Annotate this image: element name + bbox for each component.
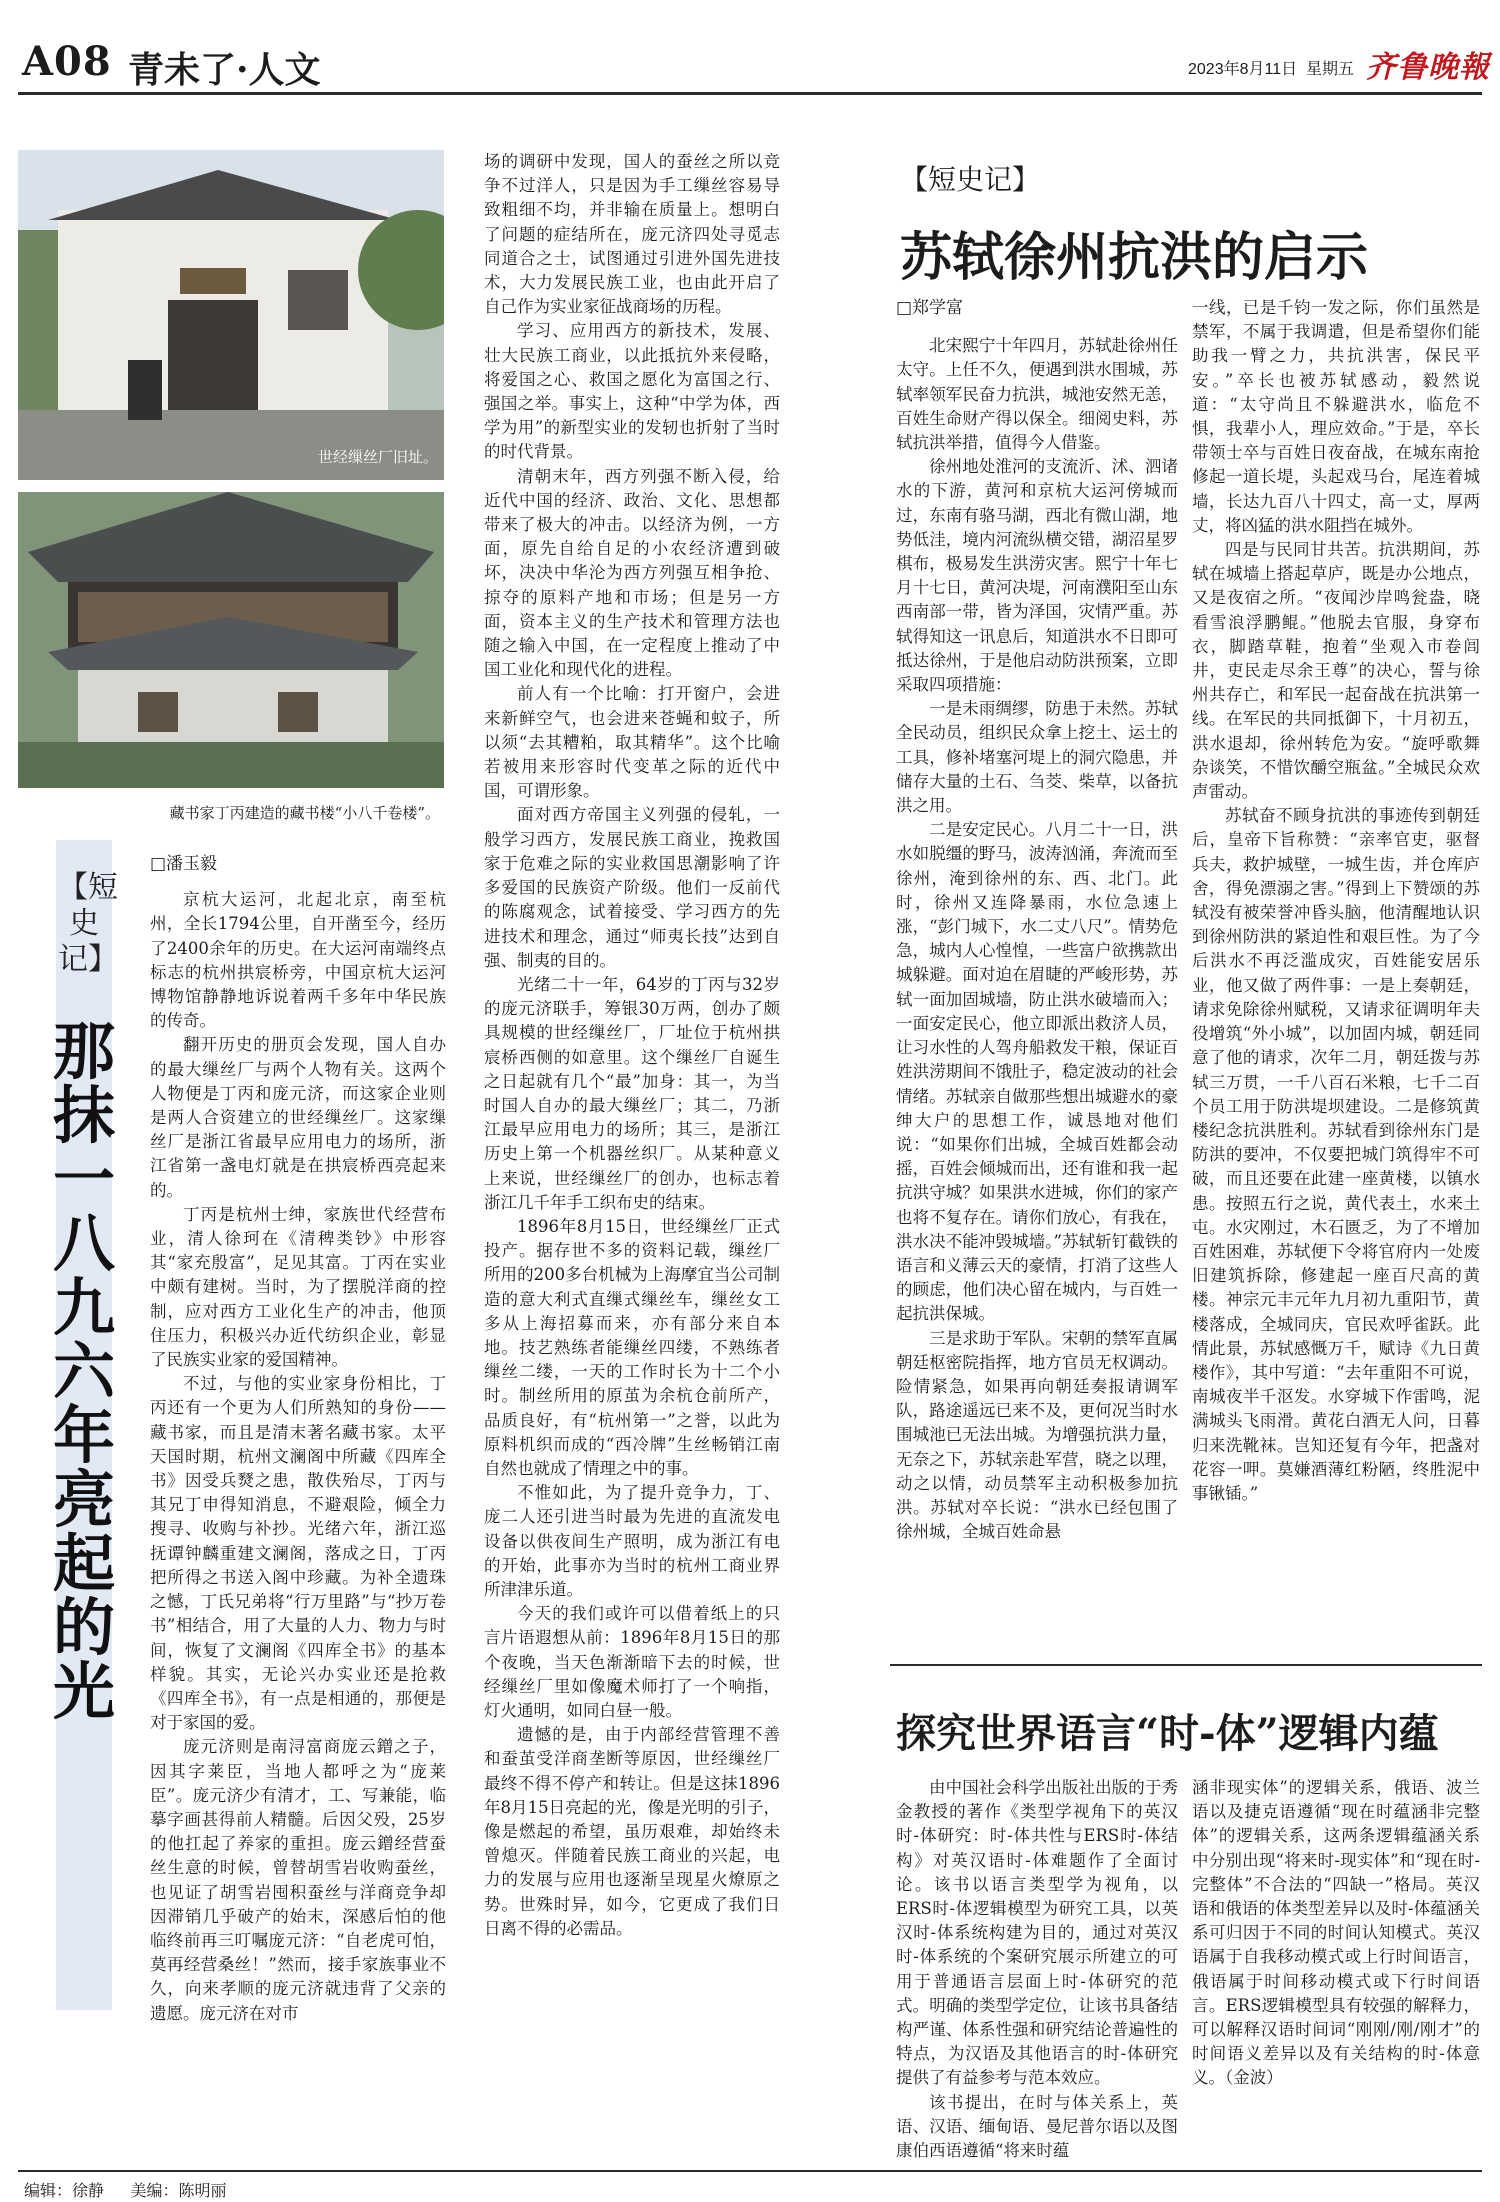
review-col1 — [896, 1776, 1178, 2164]
right-column-tag: 【短史记】 — [900, 163, 1041, 196]
paragraph: 1896年8月15日，世经缫丝厂正式投产。据存世不多的资料记载，缫丝厂所用的200多台机械为上海摩宜当公司制造的意大利式直缫式缫丝车，缫丝女工多从上海招募而来，亦有部分来自本地。技艺熟练者能缫丝四缕，不熟练者缫丝二缕，一天的工作时长为十二个小时。制丝所用的原茧为余杭仓前所产，品质良好，有“杭州第一”之誉，以此为原料机织而成的“西冷牌”生丝畅销江南自然也就成了情理之中的事。 — [484, 1216, 780, 1478]
paragraph: 庞元济则是南浔富商庞云鏳之子，因其字莱臣，当地人都呼之为“庞莱臣”。庞元济少有清才，工、写兼能，临摹字画甚得前人精髓。后因父殁，25岁的他扛起了养家的重担。庞云鏳经营蚕丝生意的时候，曾替胡雪岩收购蚕丝，也见证了胡雪岩囤积蚕丝与洋商竞争却因滞销几乎破产的始末，深感后怕的他临终前再三叮嘱庞元济：“自老虎可怕，莫再经营桑丝！”然而，接手家族事业不久，向来孝顺的庞元济就违背了父亲的遗愿。庞元济在对市 — [150, 1737, 446, 2023]
editor-credit: 编辑：徐静 — [24, 2183, 105, 2200]
paragraph: 由中国社会科学出版社出版的于秀金教授的著作《类型学视角下的英汉时-体研究：时-体共性与ERS时-体结构》对英汉语时-体难题作了全面讨论。该书以语言类型学为视角，以ERS时-体逻辑模型为研究工具，以英汉时-体系统构建为目的，通过对英汉时-体系统的个案研究展示所建立的可用于普通语言层面上时-体研究的范式。明确的类型学定位，让该书具备结构严谨、体系性强和研究结论普遍性的特点，为汉语及其他语言的时-体研究提供了有益参考与范本效应。 — [896, 1778, 1178, 2088]
right-author-byline: □郑学富 — [896, 298, 964, 318]
author-byline: □潘玉毅 — [150, 854, 218, 874]
section-name: 青未了·人文 — [128, 49, 321, 91]
footer-credits — [24, 2178, 248, 2201]
art-credit: 美编：陈明丽 — [130, 2183, 227, 2200]
issue-date: 2023年8月11日 — [1188, 61, 1298, 78]
article-separator — [890, 1664, 1482, 1666]
paragraph: 二是安定民心。八月二十一日，洪水如脱缰的野马，波涛汹涌，奔流而至徐州，淹到徐州的东、西、北门。此时，徐州又连降暴雨，水位急速上涨，“彭门城下，水二丈八尺”。情势危急，城内人心惶惶，一些富户欲携款出城躲避。面对迫在眉睫的严峻形势，苏轼一面加固城墙，防止洪水破墙而入；一面安定民心，他立即派出救济人员，让习水性的人驾舟船救发干粮，保证百姓洪涝期间不饿肚子，稳定波动的社会情绪。苏轼亲自做那些想出城避水的豪绅大户的思想工作，诚恳地对他们说：“如果你们出城，全城百姓都会动摇，百姓会倾城而出，还有谁和我一起抗洪守城？如果洪水进城，你们的家产也将不复存在。请你们放心，有我在，洪水决不能冲毁城墙。”苏轼斩钉截铁的语言和义薄云天的豪情，打消了这些人的顾虑，他们决心留在城内，与百姓一起抗洪保城。 — [896, 820, 1178, 1324]
newspaper-logo: 齐鲁晚報 — [1366, 50, 1490, 85]
paragraph: 不过，与他的实业家身份相比，丁丙还有一个更为人们所熟知的身份——藏书家，而且是清末著名藏书家。太平天国时期，杭州文澜阁中所藏《四库全书》因受兵燹之患，散佚殆尽，丁丙与其兄丁申得知消息，不避艰险，倾全力搜寻、收购与补抄。光绪六年，浙江巡抚谭钟麟重建文澜阁，落成之日，丁丙把所得之书送入阁中珍藏。为补全遗珠之憾，丁氏兄弟将“行万里路”与“抄万卷书”相结合，用了大量的人力、物力与时间，恢复了文澜阁《四库全书》的基本样貌。其实，无论兴办实业还是抢救《四库全书》，有一点是相通的，那便是对于家国的爱。 — [150, 1374, 446, 1733]
footer-rule — [18, 2170, 1482, 2172]
paragraph: 北宋熙宁十年四月，苏轼赴徐州任太守。上任不久，便遇到洪水围城，苏轼率领军民奋力抗洪，城池安然无恙，百姓生命财产得以保全。细阅史料，苏轼抗洪举措，值得今人借鉴。 — [896, 336, 1178, 453]
paragraph: 今天的我们或许可以借着纸上的只言片语遐想从前：1896年8月15日的那个夜晚，当天色渐渐暗下去的时候，世经缫丝厂里如像魔术师打了一个响指，灯火通明，如同白昼一般。 — [484, 1604, 780, 1720]
column-tag: 【短史记】 — [58, 870, 118, 977]
paragraph: 一线，已是千钧一发之际，你们虽然是禁军，不属于我调遣，但是希望你们能助我一臂之力，共抗洪害，保民平安。”卒长也被苏轼感动，毅然说道：“太守尚且不躲避洪水，临危不惧，我辈小人，理应效命。”于是，卒长带领士卒与百姓日夜奋战，在城东南抢修起一道长堤，头起戏马台，尾连着城墙，长达九百八十四丈，高一丈，厚两丈，将凶猛的洪水阻挡在城外。 — [1192, 298, 1480, 535]
review-col2 — [1192, 1776, 1480, 2164]
photo-library-building — [18, 492, 444, 788]
review-title: 探究世界语言“时-体”逻辑内蕴 — [896, 1710, 1439, 1757]
paragraph: 丁丙是杭州士绅，家族世代经营布业，清人徐珂在《清稗类钞》中形容其“家充殷富”，足见其富。丁丙在实业中颇有建树。当时，为了摆脱洋商的控制，应对西方工业化生产的冲击，他顶住压力，积极兴办近代纺织企业，彰显了民族实业家的爱国精神。 — [150, 1204, 446, 1370]
paragraph: 一是未雨绸缪，防患于未然。苏轼全民动员，组织民众拿上挖土、运土的工具，修补堵塞河堤上的洞穴隐患，并储存大量的土石、刍茭、柴草，以备抗洪之用。 — [896, 699, 1178, 816]
page-code: A08 — [22, 38, 112, 85]
paragraph: 四是与民同甘共苦。抗洪期间，苏轼在城墙上搭起草庐，既是办公地点，又是夜宿之所。“夜闻沙岸鸣瓮盎，晓看雪浪浮鹏鲲。”他脱去官服，身穿布衣，脚踏草鞋，抱着“坐观入市卷闾井，吏民走尽余王尊”的决心，誓与徐州共存亡，和军民一起奋战在抗洪第一线。在军民的共同抵御下，十月初五，洪水退却，徐州转危为安。“旋呼歌舞杂谈笑，不惜饮釂空瓶盆。”全城民众欢声雷动。 — [1192, 540, 1480, 802]
paragraph: 清朝末年，西方列强不断入侵，给近代中国的经济、政治、文化、思想都带来了极大的冲击。以经济为例，一方面，原先自给自足的小农经济遭到破坏，决决中华沦为西方列强互相争抢、掠夺的原料产地和市场；但是另一方面，资本主义的生产技术和管理方法也随之输入中国，在一定程度上推动了中国工业化和现代化的进程。 — [484, 466, 780, 680]
article-title: 那抹一八九六年亮起的光 — [52, 1015, 115, 1728]
paragraph: 京杭大运河，北起北京，南至杭州，全长1794公里，自开凿至今，经历了2400余年的历史。在大运河南端终点标志的杭州拱宸桥旁，中国京杭大运河博物馆静静地诉说着两千多年中华民族的传奇。 — [150, 890, 446, 1031]
paragraph: 场的调研中发现，国人的蚕丝之所以竞争不过洋人，只是因为手工缫丝容易导致粗细不均，并非输在质量上。想明白了问题的症结所在，庞元济四处寻觅志同道合之士，试图通过引进外国先进技术，大力发展民族工业，也由此开启了自己作为实业家征战商场的历程。 — [484, 152, 780, 317]
right-article-col2 — [1192, 296, 1480, 1656]
paragraph: 面对西方帝国主义列强的侵轧，一般学习西方，发展民族工商业，挽救国家于危难之际的实业救国思潮影响了许多爱国的民族资产阶级。他们一反前代的陈腐观念，试着接受、学习西方的先进技术和理念，通过“师夷长技”达到自强、制夷的目的。 — [484, 805, 780, 970]
left-article-col1 — [150, 852, 446, 2164]
paragraph: 苏轼奋不顾身抗洪的事迹传到朝廷后，皇帝下旨称赞：“亲率官吏，驱督兵夫，救护城壁，一城生齿，并仓库庐舍，得免漂溺之害。”得到上下赞颂的苏轼没有被荣誉冲昏头脑，他清醒地认识到徐州防洪的紧迫性和艰巨性。为了今后洪水不再泛滥成灾，百姓能安居乐业，他又做了两件事：一是上奏朝廷，请求免除徐州赋税，又请求征调明年夫役增筑“外小城”，以加固内城，朝廷同意了他的请求，次年二月，朝廷拨与苏轼三万贯，一千八百石米粮，七千二百个员工用于防洪堤坝建设。二是修筑黄楼纪念抗洪胜利。苏轼看到徐州东门是防洪的要冲，不仅要把城门筑得牢不可破，而且还要在此建一座黄楼，以镇水患。按照五行之说，黄代表土，水来土屯。水灾刚过，木石匮乏，为了不增加百姓困难，苏轼便下令将官府内一处废旧建筑拆除，修建起一座百尺高的黄楼。神宗元丰元年九月初九重阳节，黄楼落成，全城同庆，官民欢呼雀跃。此情此景，苏轼感慨万千，赋诗《九日黄楼作》，其中写道：“去年重阳不可说，南城夜半千沤发。水穿城下作雷鸣，泥满城头飞雨滑。黄花白酒无人问，日暮归来洗靴袜。岂知还复有今年，把盏对花容一呷。莫嫌酒薄红粉陋，终胜泥中事锹锸。” — [1192, 806, 1480, 1503]
paragraph: 遗憾的是，由于内部经营管理不善和蚕茧受洋商垄断等原因，世经缫丝厂最终不得不停产和转让。但是这抹1896年8月15日亮起的光，像是光明的引子，像是燃起的希望，虽历艰难，却始终未曾熄灭。伴随着民族工商业的兴起，电力的发展与应用也逐渐呈现星火燎原之势。世殊时异，如今，它更成了我们日日离不得的必需品。 — [484, 1725, 780, 1938]
paragraph: 翻开历史的册页会发现，国人自办的最大缫丝厂与两个人物有关。这两个人物便是丁丙和庞元济，而这家企业则是两人合资建立的世经缫丝厂。这家缫丝厂是浙江省最早应用电力的场所，浙江省第一盏电灯就是在拱宸桥西亮起来的。 — [150, 1035, 446, 1200]
left-article-col2 — [484, 150, 780, 2164]
paragraph: 三是求助于军队。宋朝的禁军直属朝廷枢密院指挥，地方官员无权调动。险情紧急，如果再向朝廷奏报请调军队，路途遥远已来不及，更何况当时水围城池已无法出城。为增强抗洪力量，无奈之下，苏轼亲赴军营，晓之以理，动之以情，动员禁军主动积极参加抗洪。苏轼对卒长说：“洪水已经包围了徐州城，全城百姓命悬 — [896, 1328, 1178, 1542]
paragraph: 不惟如此，为了提升竞争力，丁、庞二人还引进当时最为先进的直流发电设备以供夜间生产照明，成为浙江有电的开始，此事亦为当时的杭州工商业界所津津乐道。 — [484, 1483, 780, 1599]
photo2-caption: 藏书家丁丙建造的藏书楼“小八千卷楼”。 — [169, 804, 440, 822]
photo1-caption: 世经缫丝厂旧址。 — [317, 448, 438, 466]
right-article-col1 — [896, 296, 1178, 1656]
right-article-title: 苏轼徐州抗洪的启示 — [900, 227, 1369, 288]
issue-weekday: 星期五 — [1306, 61, 1355, 78]
paragraph: 学习、应用西方的新技术，发展、壮大民族工商业，以此抵抗外来侵略，将爱国之心、救国之愿化为富国之行、强国之举。事实上，这种“中学为体，西学为用”的新型实业的发轫也折射了当时的时代背景。 — [484, 321, 780, 462]
paragraph: 前人有一个比喻：打开窗户，会进来新鲜空气，也会进来苍蝇和蚊子，所以须“去其糟粕，取其精华”。这个比喻若被用来形容时代变革之际的近代中国，可谓形象。 — [484, 684, 780, 801]
paragraph: 徐州地处淮河的支流沂、沭、泗诸水的下游，黄河和京杭大运河傍城而过，东南有骆马湖，西北有微山湖，地势低洼，境内河流纵横交错，湖沼星罗棋布，极易发生洪涝灾害。熙宁十年七月十七日，黄河决堤，河南濮阳至山东西南部一带，皆为泽国，灾情严重。苏轼得知这一讯息后，知道洪水不日即可抵达徐州，于是他启动防洪预案，立即采取四项措施： — [896, 457, 1178, 695]
paragraph: 该书提出，在时与体关系上，英语、汉语、缅甸语、曼尼普尔语以及图康伯西语遵循“将来时蕴 — [896, 2092, 1178, 2161]
photo-factory-site — [18, 150, 444, 480]
paragraph: 光绪二十一年，64岁的丁丙与32岁的庞元济联手，筹银30万两，创办了颇具规模的世经缫丝厂，厂址位于杭州拱宸桥西侧的如意里。这个缫丝厂自诞生之日起就有几个“最”加身：其一，为当时国人自办的最大缫丝厂；其二，乃浙江最早应用电力的场所；其三，是浙江历史上第一个机器丝织厂。从某种意义上来说，世经缫丝厂的创办，也标志着浙江几千年手工织布史的结束。 — [484, 974, 780, 1212]
paragraph: 涵非现实体”的逻辑关系，俄语、波兰语以及捷克语遵循“现在时蕴涵非完整体”的逻辑关系，这两条逻辑蕴涵关系中分别出现“将来时-现实体”和“现在时-完整体”不合法的“四缺一”格局。英汉语和俄语的体类型差异以及时-体蕴涵关系可归因于不同的时间认知模式。英汉语属于自我移动模式或上行时间语言，俄语属于时间移动模式或下行时间语言。ERS逻辑模型具有较强的解释力，可以解释汉语时间词“刚刚/刚/刚才”的时间语义差异以及有关结构的时-体意义。（金波） — [1192, 1778, 1480, 2088]
header-rule — [18, 92, 1482, 95]
